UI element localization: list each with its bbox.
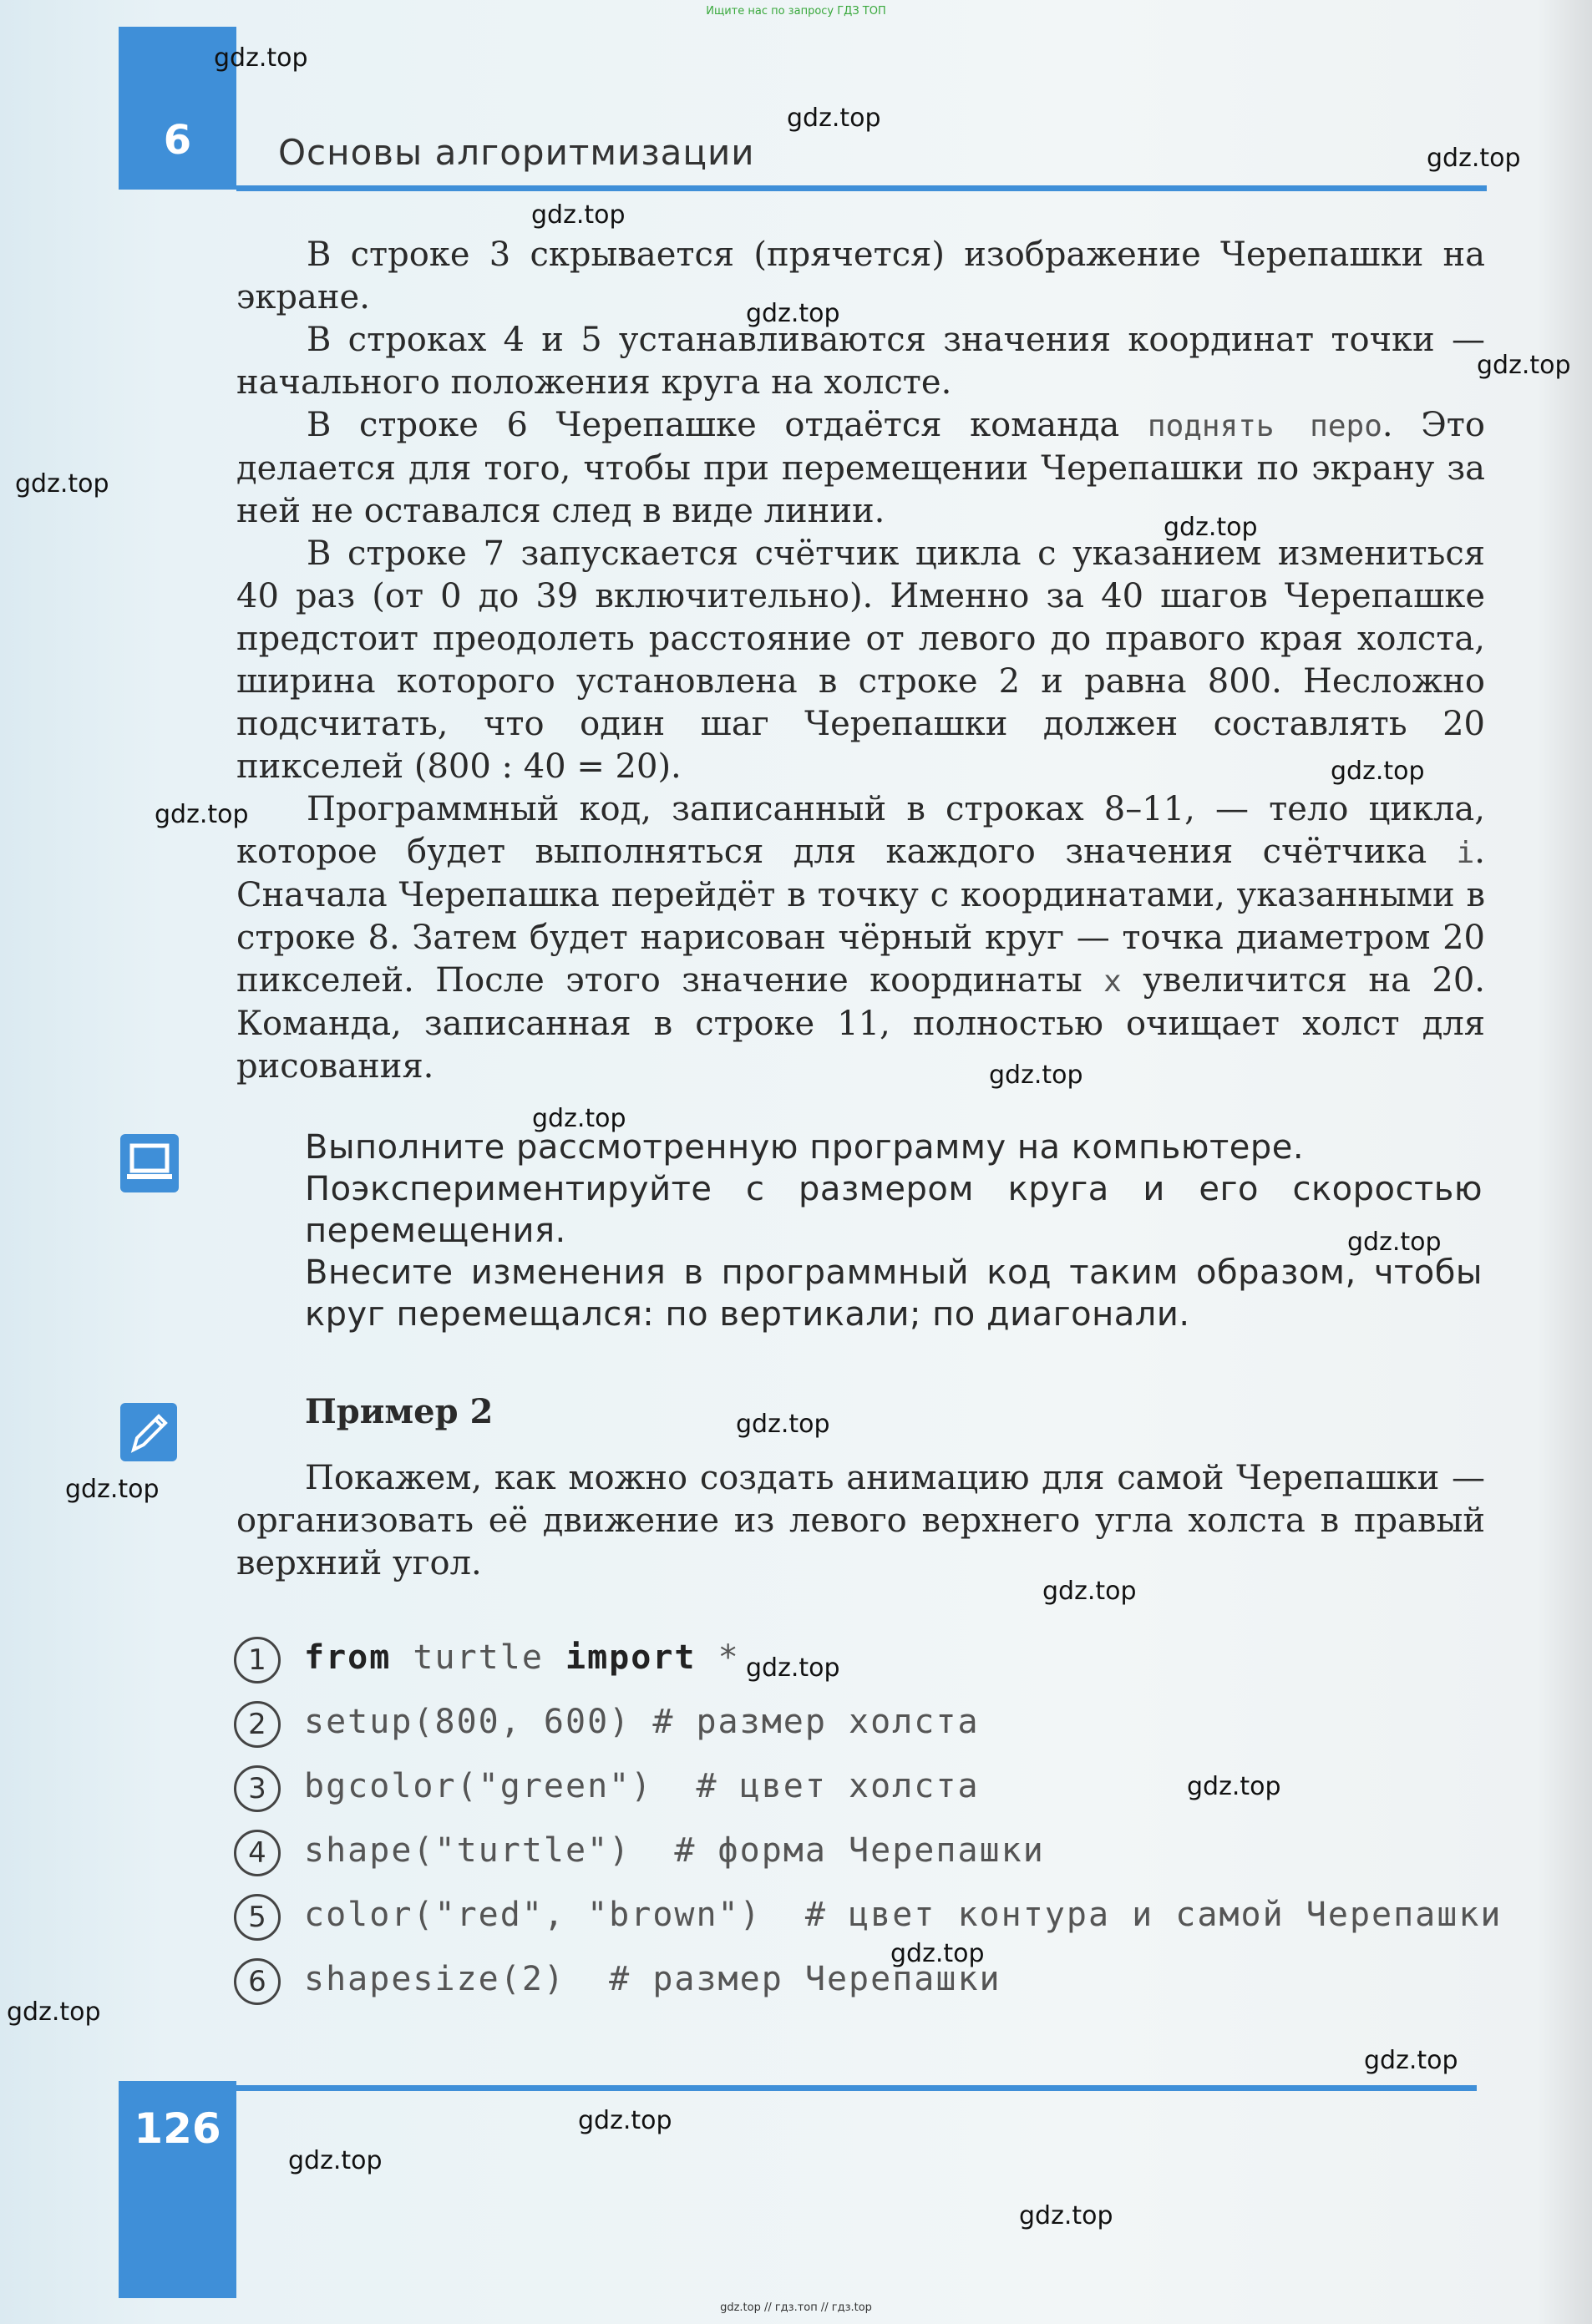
code-line <box>234 1765 1487 1815</box>
exercise-line: Внесите изменения в программный код таким образом, чтобы круг перемещался: по вертикали; по диагонали. <box>305 1253 1483 1334</box>
code-text: shape("turtle") # форма Черепашки <box>304 1831 1045 1870</box>
watermark: gdz.top <box>1477 351 1571 380</box>
code-text: bgcolor("green") # цвет холста <box>304 1767 980 1805</box>
paragraph: Покажем, как можно создать анимацию для самой Черепашки — организовать её движение из левого верхнего угла холста в правый верхний угол. <box>236 1459 1485 1582</box>
body-text <box>236 234 1485 1088</box>
top-search-note: Ищите нас по запросу ГДЗ ТОП <box>706 5 886 18</box>
watermark: gdz.top <box>1187 1772 1281 1801</box>
example-text <box>236 1457 1485 1585</box>
code-line <box>234 1830 1487 1880</box>
pencil-icon <box>120 1403 177 1461</box>
code-text: setup(800, 600) # размер холста <box>304 1703 980 1741</box>
exercise-line: Выполните рассмотренную программу на компьютере. <box>305 1128 1305 1167</box>
footer-rule <box>236 2085 1477 2091</box>
watermark: gdz.top <box>1364 2046 1458 2075</box>
code-line <box>234 1894 1503 1944</box>
chapter-title: Основы алгоритмизации <box>278 132 755 173</box>
watermark: gdz.top <box>578 2106 672 2135</box>
line-number: 2 <box>234 1701 281 1748</box>
line-number: 4 <box>234 1830 281 1876</box>
code-text: color("red", "brown") # цвет контура и самой Черепашки <box>304 1896 1503 1934</box>
watermark: gdz.top <box>214 43 308 73</box>
watermark: gdz.top <box>531 200 626 230</box>
inline-code: x <box>1103 965 1122 999</box>
watermark: gdz.top <box>532 1104 626 1133</box>
line-number: 6 <box>234 1958 281 2005</box>
code-line <box>234 1958 1487 2008</box>
example-title: Пример 2 <box>305 1392 494 1431</box>
watermark: gdz.top <box>1427 144 1521 173</box>
watermark: gdz.top <box>787 104 881 133</box>
watermark: gdz.top <box>1331 757 1425 786</box>
bottom-note: gdz.top // гдз.топ // гдз.top <box>720 2301 872 2314</box>
watermark: gdz.top <box>890 1939 985 1968</box>
watermark: gdz.top <box>1347 1228 1442 1257</box>
exercise-line: Поэкспериментируйте с размером круга и его скоростью перемещения. <box>305 1170 1483 1250</box>
watermark: gdz.top <box>7 1997 101 2027</box>
line-number: 1 <box>234 1637 281 1684</box>
paragraph: В строках 4 и 5 устанавливаются значения координат точки — начального положения круга на холсте. <box>236 321 1485 402</box>
watermark: gdz.top <box>989 1061 1083 1090</box>
watermark: gdz.top <box>288 2146 383 2175</box>
exercise-text <box>305 1127 1483 1335</box>
paragraph: В строке 6 Черепашке отдаётся команда поднять перо. Это делается для того, чтобы при перемещении Черепашки по экрану за ней не оставался след в виде линии. <box>236 406 1486 530</box>
watermark: gdz.top <box>65 1475 160 1504</box>
watermark: gdz.top <box>736 1410 830 1439</box>
inline-code: поднять перо <box>1147 409 1382 443</box>
page-number: 126 <box>134 2104 221 2153</box>
code-line <box>234 1701 1487 1751</box>
watermark: gdz.top <box>1164 513 1258 542</box>
line-number: 3 <box>234 1765 281 1812</box>
code-text: from turtle import * <box>304 1638 740 1677</box>
watermark: gdz.top <box>1019 2201 1113 2230</box>
header-rule <box>236 185 1487 191</box>
chapter-number: 6 <box>163 117 192 164</box>
line-number: 5 <box>234 1894 281 1941</box>
code-line <box>234 1637 1487 1687</box>
inline-code: i <box>1456 836 1475 870</box>
paragraph: В строке 7 запускается счётчик цикла с указанием измениться 40 раз (от 0 до 39 включительно). Именно за 40 шагов Черепашке предстоит преодолеть расстояние от левого до правого края холста, ширина которого установлена в строке 2 и равна 800. Несложно подсчитать, что один шаг Черепашки должен составлять 20 пикселей (800 : 40 = 20). <box>236 534 1485 786</box>
paragraph: В строке 3 скрывается (прячется) изображение Черепашки на экране. <box>236 235 1485 316</box>
computer-icon <box>120 1134 179 1192</box>
watermark: gdz.top <box>746 299 840 328</box>
watermark: gdz.top <box>746 1653 840 1683</box>
watermark: gdz.top <box>1042 1577 1137 1606</box>
watermark: gdz.top <box>15 469 109 499</box>
watermark: gdz.top <box>155 800 249 829</box>
code-text: shapesize(2) # размер Черепашки <box>304 1960 1001 1998</box>
paragraph: Программный код, записанный в строках 8–11, — тело цикла, которое будет выполняться для каждого значения счётчика i. Сначала Черепашка перейдёт в точку с координатами, указанными в строке 8. Затем будет нарисован чёрный круг — точка диаметром 20 пикселей. После этого значение координаты x увеличится на 20. Команда, записанная в строке 11, полностью очищает холст для рисования. <box>236 790 1485 1086</box>
